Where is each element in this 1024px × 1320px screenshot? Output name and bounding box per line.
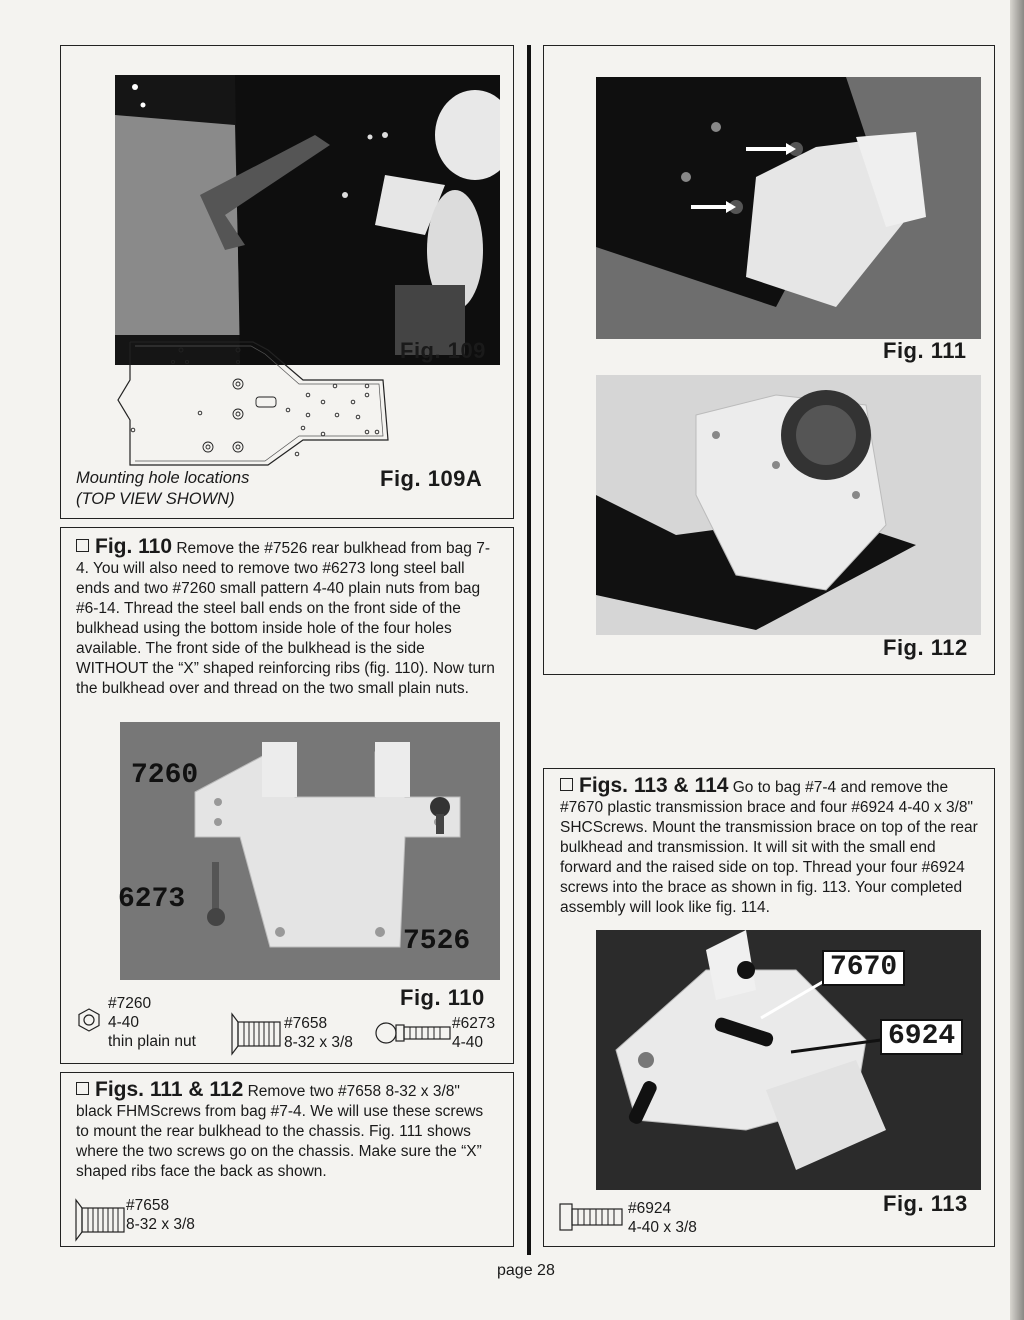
part-7260-desc: thin plain nut (108, 1033, 196, 1050)
page-number: page 28 (497, 1262, 555, 1279)
fig110-label: Fig. 110 (400, 985, 485, 1010)
part-6273 (452, 1014, 495, 1052)
step111-body: Remove two #7658 8-32 x 3/8" black FHMScrews from bag #7-4. We will use these screws to mount the rear bulkhead to the chassis. Fig. 111 shows where the two screws go on the chassis. Make sure the “X” shaped ribs face the back as shown. (76, 1083, 484, 1180)
caption-line-2: (TOP VIEW SHOWN) (76, 490, 235, 508)
step110-heading: Fig. 110 (95, 535, 173, 558)
caption-line-1: Mounting hole locations (76, 469, 250, 487)
callout-7526: 7526 (403, 926, 471, 957)
callout-7670: 7670 (822, 950, 905, 986)
part-7658-size: 8-32 x 3/8 (284, 1034, 353, 1051)
mounting-hole-diagram (113, 340, 393, 475)
step113-body: Go to bag #7-4 and remove the #7670 plastic transmission brace and four #6924 4-40 x 3/8" SHCScrews. Mount the transmission brace on top of the rear bulkhead and transmission. It will sit with the small end forward and the raised side on top. Thread your four #6924 screws into the brace as shown in fig. 113. Your completed assembly will look like fig. 114. (560, 779, 978, 916)
fig109-photo (115, 75, 500, 365)
part-6924-size: 4-40 x 3/8 (628, 1219, 697, 1236)
column-divider (527, 45, 531, 1255)
step113-heading: Figs. 113 & 114 (579, 774, 729, 797)
checkbox-icon[interactable] (76, 1082, 89, 1095)
fig112-photo (596, 375, 981, 635)
checkbox-icon[interactable] (76, 539, 89, 552)
fig109a-label: Fig. 109A (380, 466, 483, 491)
part-6273-size: 4-40 (452, 1034, 484, 1051)
fig111-photo (596, 77, 981, 339)
flat-head-screw-icon (74, 1198, 126, 1242)
part-7260-number: #7260 (108, 995, 152, 1012)
part-6273-number: #6273 (452, 1015, 496, 1032)
part-7658 (284, 1014, 353, 1052)
bulkhead-on-chassis-photo-illustration (596, 375, 981, 635)
flat-head-screw-icon (230, 1012, 282, 1056)
part-7658-b-size: 8-32 x 3/8 (126, 1216, 195, 1233)
step111-heading: Figs. 111 & 112 (95, 1078, 244, 1101)
fig112-label: Fig. 112 (883, 635, 968, 660)
ball-end-icon (372, 1015, 452, 1051)
transmission-brace-photo-illustration (596, 930, 981, 1190)
fig113-photo (596, 930, 981, 1190)
part-7260 (108, 994, 196, 1051)
step113-text (560, 776, 984, 918)
part-6924-number: #6924 (628, 1200, 672, 1217)
part-7658-b (126, 1196, 195, 1234)
chassis-photo-illustration (115, 75, 500, 365)
part-7260-size: 4-40 (108, 1014, 140, 1031)
step111-text (76, 1080, 500, 1182)
callout-6273: 6273 (118, 884, 186, 915)
step110-body: Remove the #7526 rear bulkhead from bag 7-4. You will also need to remove two #6273 long steel ball ends and two #7260 small pattern 4-40 plain nuts from bag #6-14. Thread the steel ball ends on the front side of the bulkhead using the bottom inside hole of the four holes available. The front side of the bulkhead is the side WITHOUT the “X” shaped reinforcing ribs (fig. 110). Now turn the bulkhead over and thread on the two small plain nuts. (76, 540, 495, 697)
callout-7260: 7260 (131, 760, 199, 791)
part-7658-b-number: #7658 (126, 1197, 170, 1214)
checkbox-icon[interactable] (560, 778, 573, 791)
chassis-bulkhead-photo-illustration (596, 77, 981, 339)
part-6924 (628, 1199, 697, 1237)
fig109-label: Fig. 109 (400, 338, 486, 363)
fig111-label: Fig. 111 (883, 338, 967, 363)
fig109a-caption (76, 468, 249, 510)
hex-nut-icon (76, 1007, 102, 1033)
step110-text (76, 537, 500, 699)
page-edge-shadow (1010, 0, 1024, 1320)
fig113-label: Fig. 113 (883, 1191, 968, 1216)
part-7658-number: #7658 (284, 1015, 328, 1032)
socket-head-screw-icon (558, 1202, 624, 1232)
callout-6924: 6924 (880, 1019, 963, 1055)
